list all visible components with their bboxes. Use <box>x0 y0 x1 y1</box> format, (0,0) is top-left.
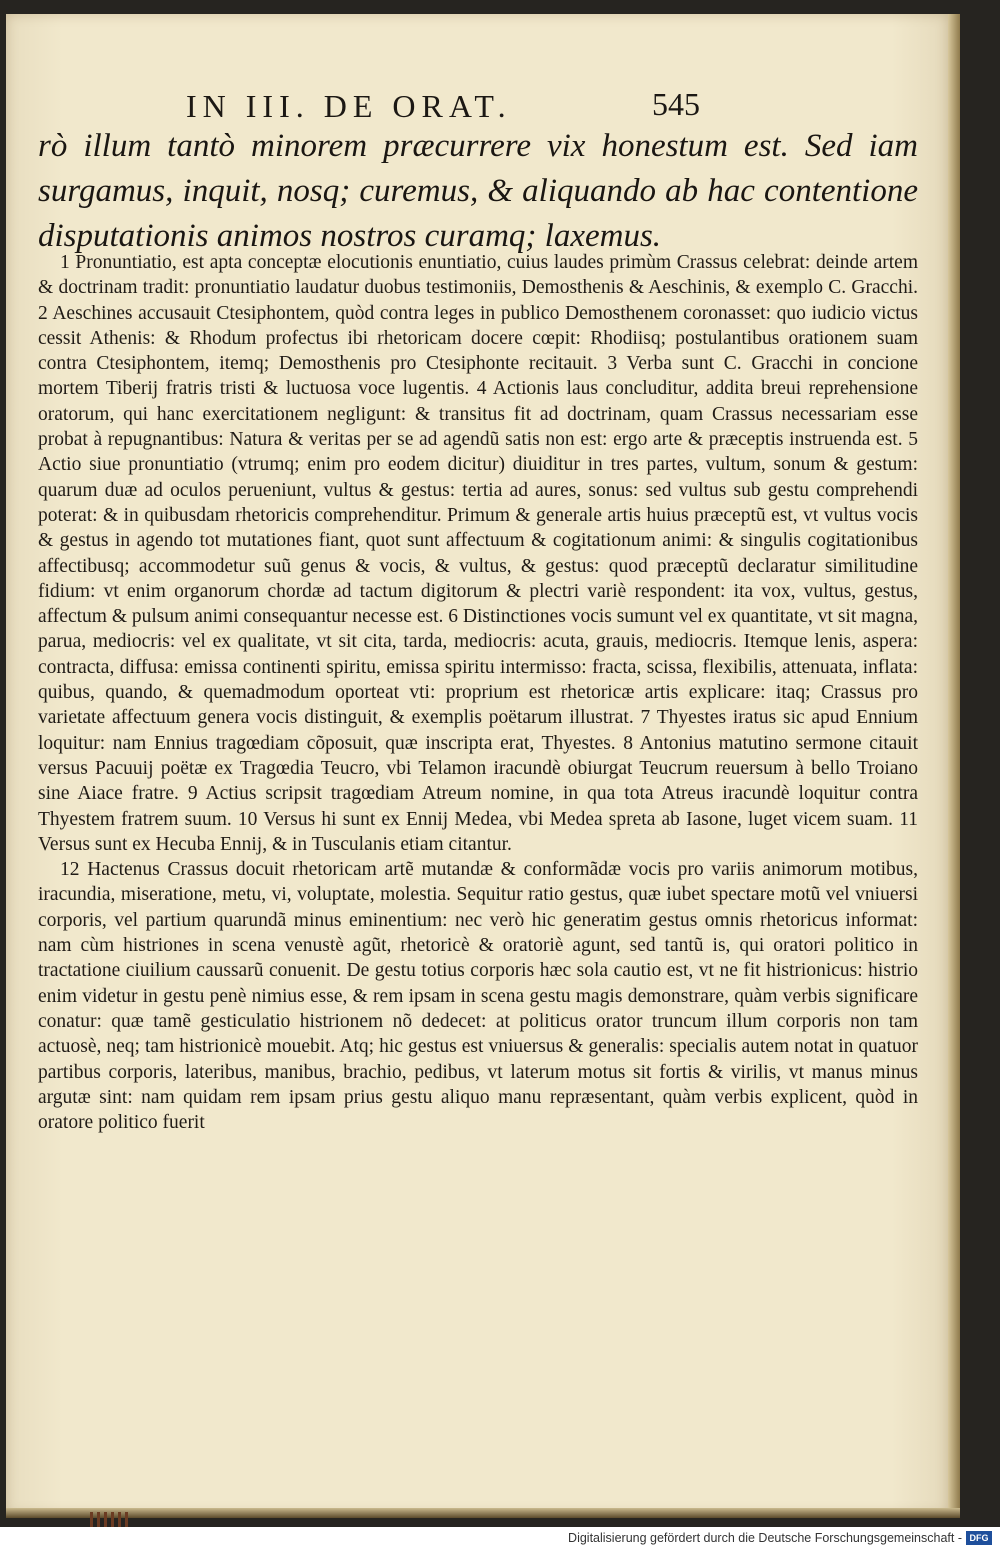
footer-bar <box>0 1527 1000 1550</box>
running-title: IN III. DE ORAT. <box>186 88 512 124</box>
page-number: 545 <box>652 86 700 122</box>
binding-marks <box>90 1512 130 1527</box>
dfg-logo: DFG <box>966 1531 992 1545</box>
commentary-paragraph: 12 Hactenus Crassus docuit rhetoricam artẽ mutandæ & conformãdæ vocis pro variis animorum motibus, iracundia, miseratione, metu, vi, voluptate, molestia. Sequitur ratio gestus, quæ iubet spectare motũ vel vniuersi corporis, vel partium quarundã minus eminentium: nec verò hic generatim gestus omnis rhetoricus informat: nam cùm histriones in scena venustè agũt, rhetoricè & oratoriè agunt, sed tantũ is, qui oratori politico in tractatione ciuilium caussarũ conuenit. De gestu totius corporis hæc sola cautio est, vt ne fit histrionicus: histrio enim videtur in gestu penè nimius esse, & rem ipsam in scena gestu magis demonstrare, quàm verbis significare conatur: quæ tamẽ gesticulatio histrionem nõ dedecet: at politicus orator truncum illum corporis non tam actuosè, neq; tam histrionicè mouebit. Atq; hic gestus est vniuersus & generalis: specialis autem notat in quatuor partibus corporis, lateribus, manibus, brachio, pedibus, vt laterum motus sit fortis & virilis, vt manus minus argutæ sint: nam quidam rem ipsam prius gestu aliquo manu repræsentant, quàm verbis explicent, quòd in oratore politico fuerit <box>38 859 918 1134</box>
page-edge-bottom <box>6 1508 960 1518</box>
latin-text-passage <box>38 124 918 259</box>
commentary-paragraph: 1 Pronuntiatio, est apta conceptæ elocutionis enuntiatio, cuius laudes primùm Crassus celebrat: deinde artem & doctrinam tradit: pronuntiatio laudatur duobus testimoniis, Demosthenis & Aeschinis, & exemplo C. Gracchi. 2 Aeschines accusauit Ctesiphontem, quòd contra leges in publico Demosthenem coronasset: quo iudicio victus cessit Athenis: & Rhodum profectus ibi rhetoricam docere cœpit: Rhodiisq; postulantibus orationem suam contra Ctesiphontem, itemq; Demosthenis pro Ctesiphonte recitauit. 3 Verba sunt C. Gracchi in concione mortem Tiberij fratris tristi & luctuosa voce lugentis. 4 Actionis laus concluditur, addita breui reprehensione oratorum, qui hanc exercitationem negligunt: & transitus fit ad doctrinam, quam Crassus necessariam esse probat à repugnantibus: Natura & veritas per se ad agendũ satis non est: ergo arte & præceptis instruenda est. 5 Actio siue pronuntiatio (vtrumq; enim pro eodem dicitur) diuiditur in tres partes, vultum, sonum & gestum: quarum duæ ad oculos perueniunt, vultus & gestus: tertia ad aures, sonus: sed vultus sub gestu comprehendi poterat: & in quibusdam rhetoricis comprehenditur. Primum & generale artis huius præceptũ est, vt vultus vocis & gestus in agendo tot mutationes fiant, quot sunt affectuum & cogitationum animi: & singulis cogitationibus affectibusq; accommodetur suũ genus & vocis, & vultus, & gestus: quod præceptũ declaratur similitudine fidium: vt enim organorum chordæ ad tactum digitorum & plectri variè respondent: ita vox, vultus, gestus, affectum & pulsum animi consequantur necesse est. 6 Distinctiones vocis sumunt vel ex quantitate, vt sit magna, parua, mediocris: vel ex qualitate, vt sit cita, tarda, mediocris: acuta, grauis, mediocris. Itemque lenis, aspera: contracta, diffusa: emissa continenti spiritu, emissa spiritu intermisso: fracta, scissa, flexibilis, attenuata, inflata: quibus, quando, & quemadmodum oporteat vti: proprium est rhetoricæ artis explicare: itaq; Crassus pro varietate affectuum genera vocis distinguit, & exemplis poëtarum illustrat. 7 Thyestes iratus sic apud Ennium loquitur: nam Ennius tragœdiam cõposuit, quæ inscripta erat, Thyestes. 8 Antonius matutino sermone citauit versus Pacuuij poëtæ ex Tragœdia Teucro, vbi Telamon iracundè obiurgat Teucrum reuersum à bello Troiano sine Aiace fratre. 9 Actius scripsit tragœdiam Atreum nomine, in qua tota Atreus iracundè loquitur contra Thyestem fratrem suum. 10 Versus hi sunt ex Ennij Medea, vbi Medea spreta ab Iasone, luget vicem suam. 11 Versus sunt ex Hecuba Ennij, & in Tusculanis etiam citantur. <box>38 252 918 855</box>
italic-passage: rò illum tantò minorem præcurrere vix honestum est. Sed iam surgamus, inquit, nosq; curemus, & aliquando ab hac contentione disputationis animos nostros curamq; laxemus. <box>38 128 918 254</box>
page-edge-right <box>948 14 960 1514</box>
commentary-notes <box>38 250 918 1135</box>
funding-credit: Digitalisierung gefördert durch die Deutsche Forschungsgemeinschaft - <box>568 1531 962 1545</box>
